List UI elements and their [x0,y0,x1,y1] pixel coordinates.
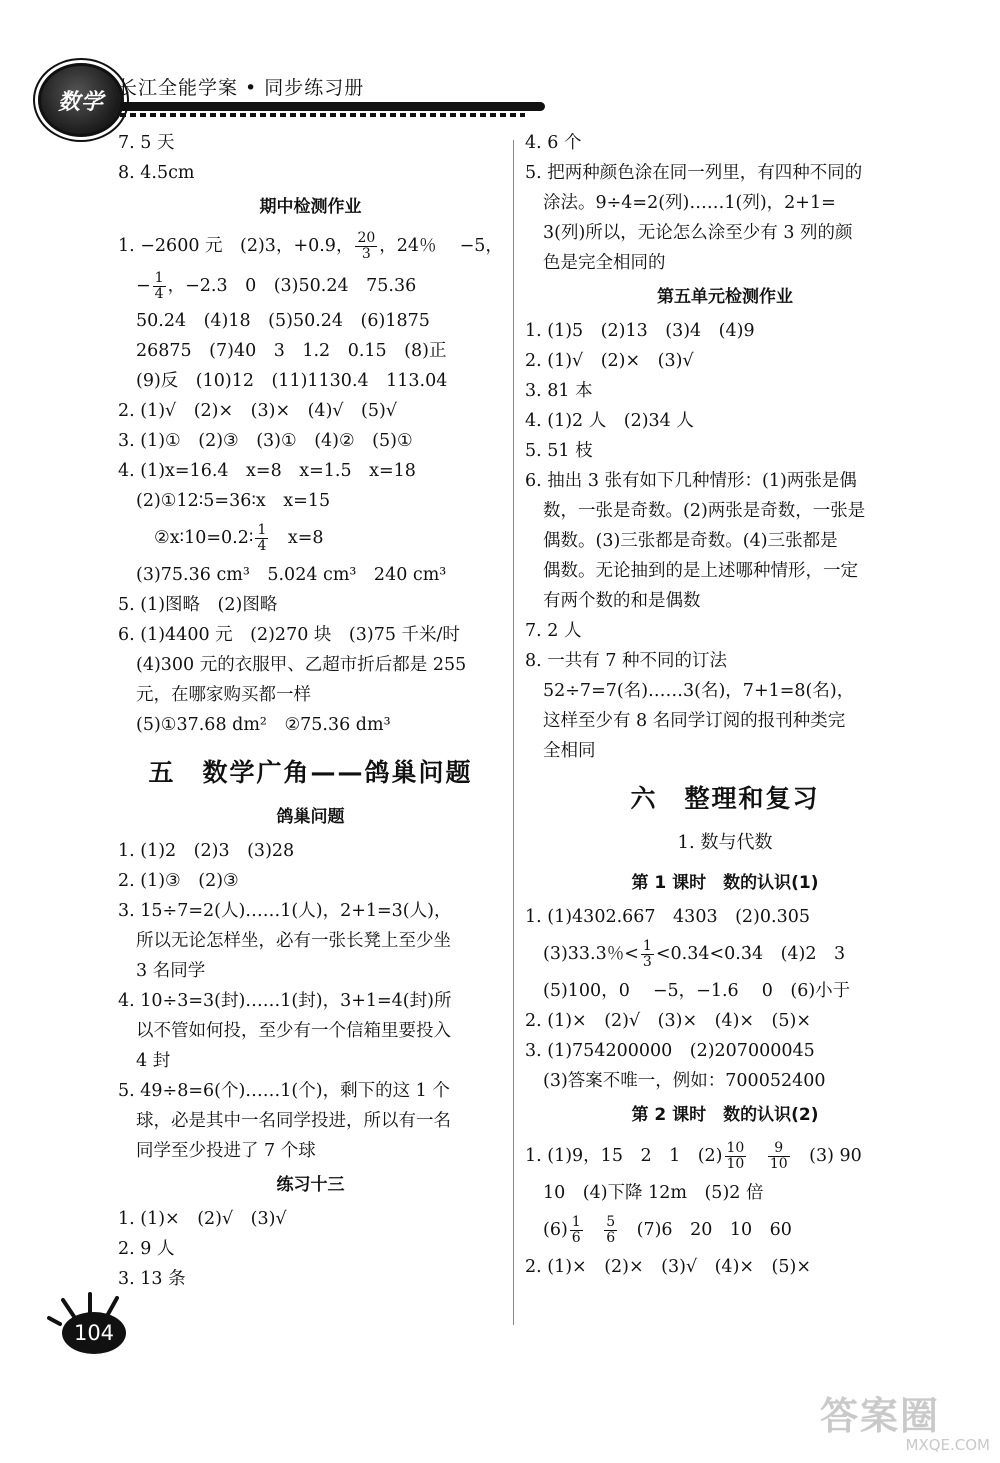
answer-line: 4 封 [136,1051,171,1071]
fraction [355,231,377,262]
section-title: 鸽巢问题 [276,807,345,827]
answer-line: 2. (1)③ (2)③ [118,871,239,891]
answer-line: 2. (1)√ (2)× (3)√ [525,351,694,371]
text: 1. −2600 元 (2)3，+0.9， [118,236,354,256]
denominator: 10 [769,1156,788,1172]
denominator: 10 [726,1156,745,1172]
answer-line: 7. 5 天 [118,133,175,153]
answer-line: 元，在哪家购买都一样 [136,685,311,705]
numerator: 5 [606,1214,616,1230]
answer-line: 1. (1)4302.667 4303 (2)0.305 [525,907,810,927]
section-title: 第五单元检测作业 [657,287,793,307]
answer-line: 5. (1)图略 (2)图略 [118,595,278,615]
fraction [255,523,268,554]
fraction [768,1141,790,1172]
text: <0.34<0.3̇4̇ (4)2 3 [655,944,846,964]
answer-line [525,1134,925,1178]
answer-line: 球，必是其中一名同学投进，所以有一名 [136,1111,451,1131]
chapter-title: 五 数学广角——鸽巢问题 [148,758,473,787]
answer-line: 7. 2 人 [525,621,582,641]
answer-line: (3)答案不唯一，例如：700052400 [543,1071,826,1091]
fraction [153,271,166,302]
denominator: 3 [642,954,652,970]
answer-line: 3. (1)754200000 (2)207000045 [525,1041,815,1061]
answer-line: 10 (4)下降 12m (5)2 倍 [543,1183,764,1203]
watermark-url: MXQE.COM [905,1436,990,1454]
text: (6) [543,1220,568,1240]
answer-line: 52÷7=7(名)……3(名)，7+1=8(名)， [543,681,855,701]
answer-line: 以不管如何投，至少有一个信箱里要投入 [136,1021,451,1041]
fraction [725,1141,747,1172]
answer-line: 4. 6 个 [525,133,582,153]
answer-line: 3. 81 本 [525,381,593,401]
answer-line: 4. (1)x=16.4 x=8 x=1.5 x=18 [118,461,416,481]
answer-line: (4)300 元的衣服甲、乙超市折后都是 255 [136,655,467,675]
answer-line: 同学至少投进了 7 个球 [136,1141,316,1161]
answer-line: 4. 10÷3=3(封)……1(封)，3+1=4(封)所 [118,991,452,1011]
answer-line: 1. (1)× (2)√ (3)√ [118,1209,287,1229]
book-title: 长江全能学案 • 同步练习册 [118,77,365,99]
text: ②x∶10=0.2∶ [154,528,254,548]
answer-line: 2. (1)× (2)√ (3)× (4)× (5)× [525,1011,812,1031]
answer-line: 2. 9 人 [118,1239,175,1259]
denominator: 3 [361,246,371,262]
right-column [525,128,925,1282]
watermark-logo-text: 答案圈 [820,1394,941,1438]
text: x=8 [270,528,324,548]
answer-line [118,516,503,560]
answer-line: 3(列)所以，无论怎么涂至少有 3 列的颜 [543,223,853,243]
text: − [136,276,151,296]
answer-line: (9)反 (10)12 (11)1130.4 113.04 [136,371,448,391]
answer-line: 2. (1)√ (2)× (3)× (4)√ (5)√ [118,401,397,421]
answer-line: 8. 一共有 7 种不同的订法 [525,651,728,671]
answer-line: (3)75.36 cm³ 5.024 cm³ 240 cm³ [136,565,447,585]
section-title: 期中检测作业 [259,197,362,217]
answer-line: 8. 4.5cm [118,163,195,183]
answer-line: 1. (1)5 (2)13 (3)4 (4)9 [525,321,755,341]
numerator: 1 [257,522,267,538]
answer-line [525,932,925,976]
answer-line [118,266,503,306]
answer-line: 所以无论怎样坐，必有一张长凳上至少坐 [136,931,451,951]
section-title: 练习十三 [276,1175,345,1195]
answer-line: 这样至少有 8 名同学订阅的报刊种类完 [543,711,846,731]
text: 1. (1)9，15 2 1 (2) [525,1146,723,1166]
answer-line [525,1208,925,1252]
denominator: 4 [257,538,267,554]
numerator: 1 [154,270,164,286]
text: (3)33.3％< [543,944,639,964]
answer-line: 偶数。(3)三张都是奇数。(4)三张都是 [543,531,838,551]
text: (7)6 20 10 60 [619,1220,792,1240]
answer-line: 1. (1)2 (2)3 (3)28 [118,841,295,861]
answer-line: 5. 49÷8=6(个)……1(个)，剩下的这 1 个 [118,1081,450,1101]
answer-line: 6. 抽出 3 张有如下几种情形：(1)两张是偶 [525,471,857,491]
answer-line: 3. 15÷7=2(人)……1(人)，2+1=3(人)， [118,901,452,921]
watermark [820,1385,990,1455]
answer-line: 偶数。无论抽到的是上述哪种情形，一定 [543,561,858,581]
answer-line: 全相同 [543,741,596,761]
subject-badge [38,63,124,137]
page-header [30,55,550,135]
answer-line: 26875 (7)40 3 1.2 0.15 (8)正 [136,341,447,361]
fraction [604,1215,617,1246]
header-rule [120,102,545,111]
answer-line: 有两个数的和是偶数 [543,591,701,611]
answer-line: 涂法。9÷4=2(列)……1(列)，2+1= [543,193,836,213]
text: (3) 90 [791,1146,862,1166]
section-title: 第 2 课时 数的认识(2) [631,1105,819,1125]
answer-line: 色是完全相同的 [543,253,666,273]
answer-line: 6. (1)4400 元 (2)270 块 (3)75 千米/时 [118,625,460,645]
text: ，−2.3 0 (3)50.24 75.36 [167,276,417,296]
numerator: 9 [768,1141,790,1157]
numerator: 10 [726,1140,745,1156]
answer-line: 5. 51 枝 [525,441,593,461]
section-title: 第 1 课时 数的认识(1) [631,873,819,893]
answer-line: 2. (1)× (2)× (3)√ (4)× (5)× [525,1257,812,1277]
answer-line: (5)100，0 −5，−1.6 0 (6)小于 [543,981,851,1001]
page-number: 104 [62,1312,126,1354]
subject-badge-text: 数学 [57,89,104,115]
numerator: 1 [642,938,652,954]
numerator: 1 [571,1214,581,1230]
answer-line: (2)①12∶5=36∶x x=15 [136,491,331,511]
left-column [118,128,503,1294]
answer-line: 3. (1)① (2)③ (3)① (4)② (5)① [118,431,413,451]
chapter-title: 六 整理和复习 [630,784,820,813]
answer-line: 4. (1)2 人 (2)34 人 [525,411,694,431]
fraction [641,939,654,970]
fraction [570,1215,583,1246]
answer-line: 50.24 (4)18 (5)50.24 (6)1875 [136,311,430,331]
answer-line [118,226,503,266]
answer-line: 5. 把两种颜色涂在同一列里，有四种不同的 [525,163,863,183]
answer-line: (5)①37.68 dm² ②75.36 dm³ [136,715,391,735]
denominator: 4 [154,286,164,302]
answer-line: 3 名同学 [136,961,206,981]
column-divider [513,140,514,1325]
answer-line: 数，一张是奇数。(2)两张是奇数，一张是 [543,501,866,521]
subsection-title: 1. 数与代数 [677,832,773,853]
numerator: 20 [357,230,376,246]
text: ，24％ −5， [379,236,503,256]
answer-line: 3. 13 条 [118,1269,186,1289]
denominator: 6 [571,1230,581,1246]
denominator: 6 [606,1230,616,1246]
